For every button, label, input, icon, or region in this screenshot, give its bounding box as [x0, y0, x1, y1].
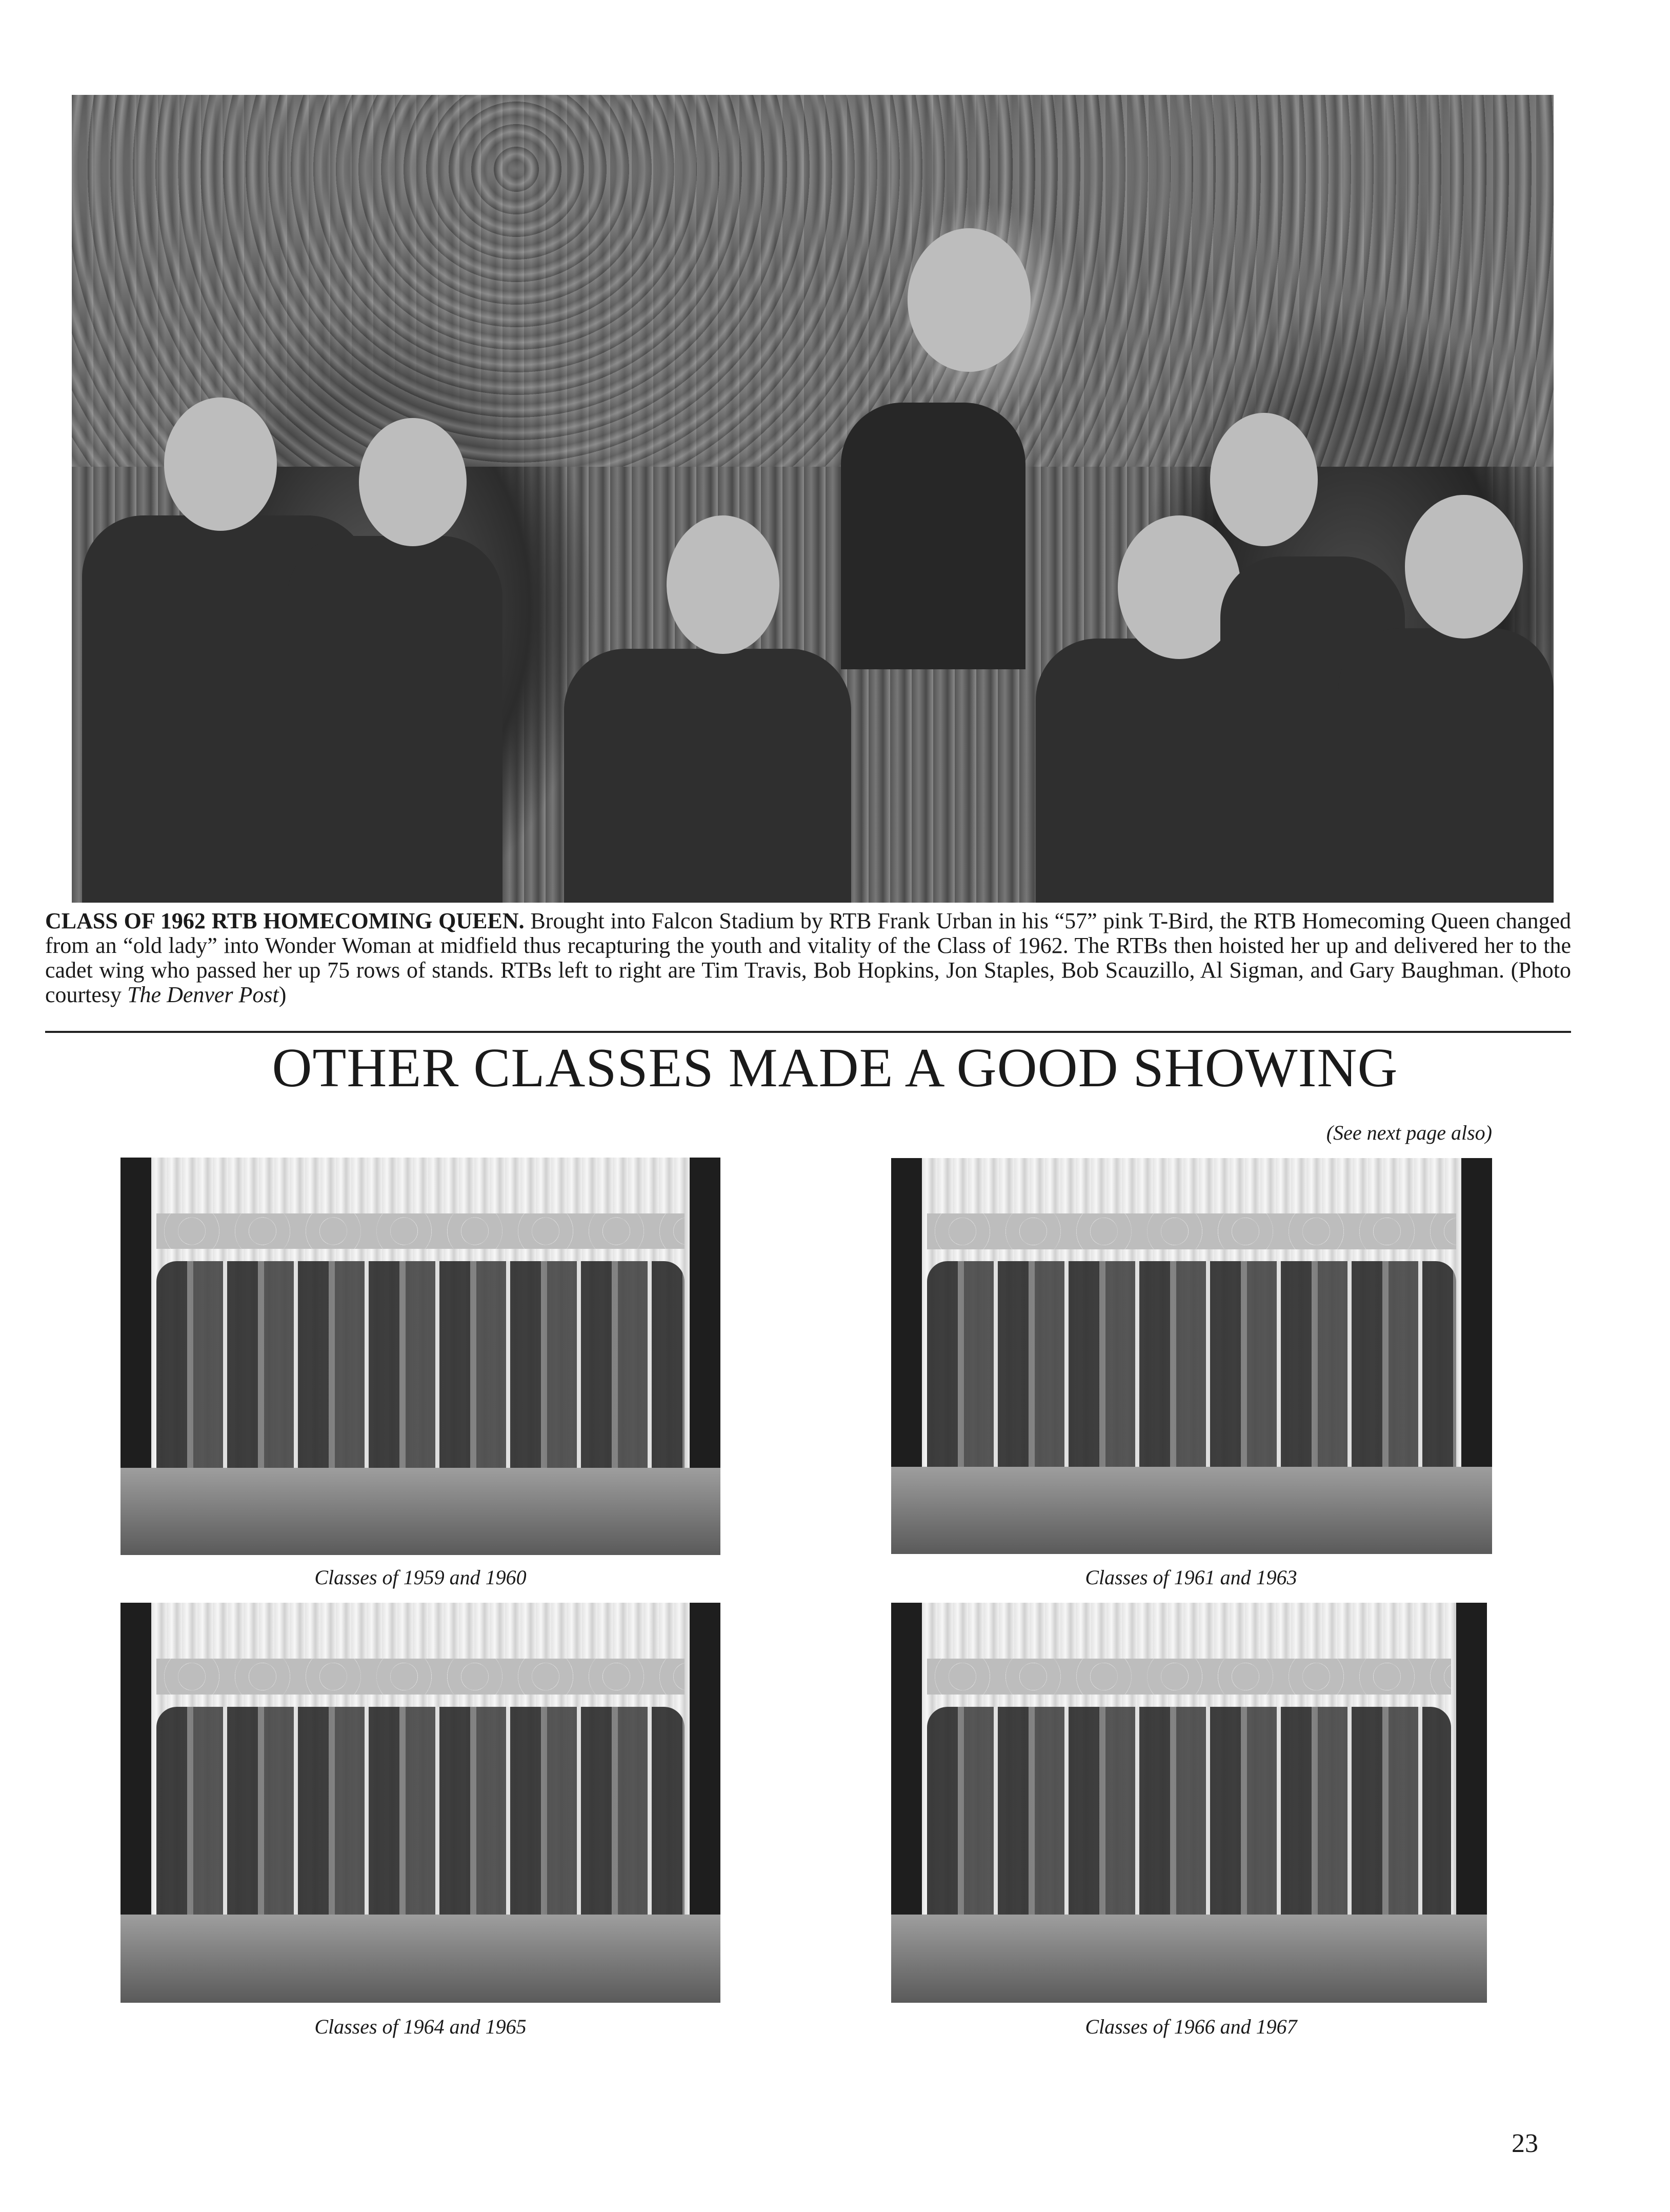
curtain-edge	[891, 1158, 922, 1467]
floor	[891, 1915, 1487, 2003]
caption-source: The Denver Post	[127, 982, 279, 1007]
curtain-edge	[120, 1158, 151, 1468]
group-caption: Classes of 1964 and 1965	[314, 2015, 527, 2038]
curtain-edge	[891, 1603, 922, 1915]
person-head	[164, 397, 277, 531]
curtain-edge	[1461, 1158, 1492, 1467]
person-head	[1210, 413, 1318, 546]
curtain-edge	[1456, 1603, 1487, 1915]
queen-head	[908, 228, 1031, 372]
section-divider	[45, 1031, 1571, 1033]
group-caption: Classes of 1959 and 1960	[314, 1566, 527, 1589]
person-head	[667, 515, 779, 654]
caption-body: Brought into Falcon Stadium by RTB Frank Urban in his “57” pink T-Bird, the RTB Homecoming Queen changed from an “old lady” into Wonder Woman at midfield thus recapturing the youth and vitality of the Class of 1962. The RTBs then hoisted her up and delivered her to the cadet wing who passed her up 75 rows of stands. RTBs left to right are Tim Travis, Bob Hopkins, Jon Staples, Bob Scauzillo, Al Sigman, and Gary Baughman. (Photo courtesy	[45, 908, 1571, 1007]
group-caption: Classes of 1966 and 1967	[1085, 2015, 1297, 2038]
faces-row	[927, 1659, 1452, 1695]
group-caption: Classes of 1961 and 1963	[1085, 1566, 1297, 1589]
faces-row	[927, 1213, 1456, 1249]
person-head	[359, 418, 467, 546]
hero-caption	[45, 909, 1571, 1007]
caption-lead: CLASS OF 1962 RTB HOMECOMING QUEEN.	[45, 908, 525, 933]
curtain-edge	[120, 1603, 151, 1915]
curtain-edge	[690, 1603, 720, 1915]
group-photo-1959-1960	[120, 1158, 720, 1555]
person-head	[1405, 495, 1523, 639]
floor	[891, 1467, 1492, 1554]
person-shirt	[564, 649, 851, 903]
group-photo-1964-1965	[120, 1603, 720, 2003]
stadium-crowd	[72, 95, 1554, 467]
queen-costume	[841, 403, 1025, 669]
faces-row	[156, 1659, 685, 1695]
curtain-edge	[690, 1158, 720, 1468]
floor	[120, 1468, 720, 1556]
person-shirt	[1338, 628, 1554, 903]
see-next-page-note: (See next page also)	[1326, 1121, 1492, 1144]
section-headline: OTHER CLASSES MADE A GOOD SHOWING	[272, 1038, 1398, 1099]
group-photo-1961-1963	[891, 1158, 1492, 1554]
page-number: 23	[1512, 2129, 1538, 2158]
faces-row	[156, 1213, 685, 1249]
group-photo-1966-1967	[891, 1603, 1487, 2003]
floor	[120, 1915, 720, 2003]
hero-photo	[72, 95, 1554, 903]
caption-close: )	[278, 982, 287, 1007]
person-shirt	[287, 536, 502, 903]
